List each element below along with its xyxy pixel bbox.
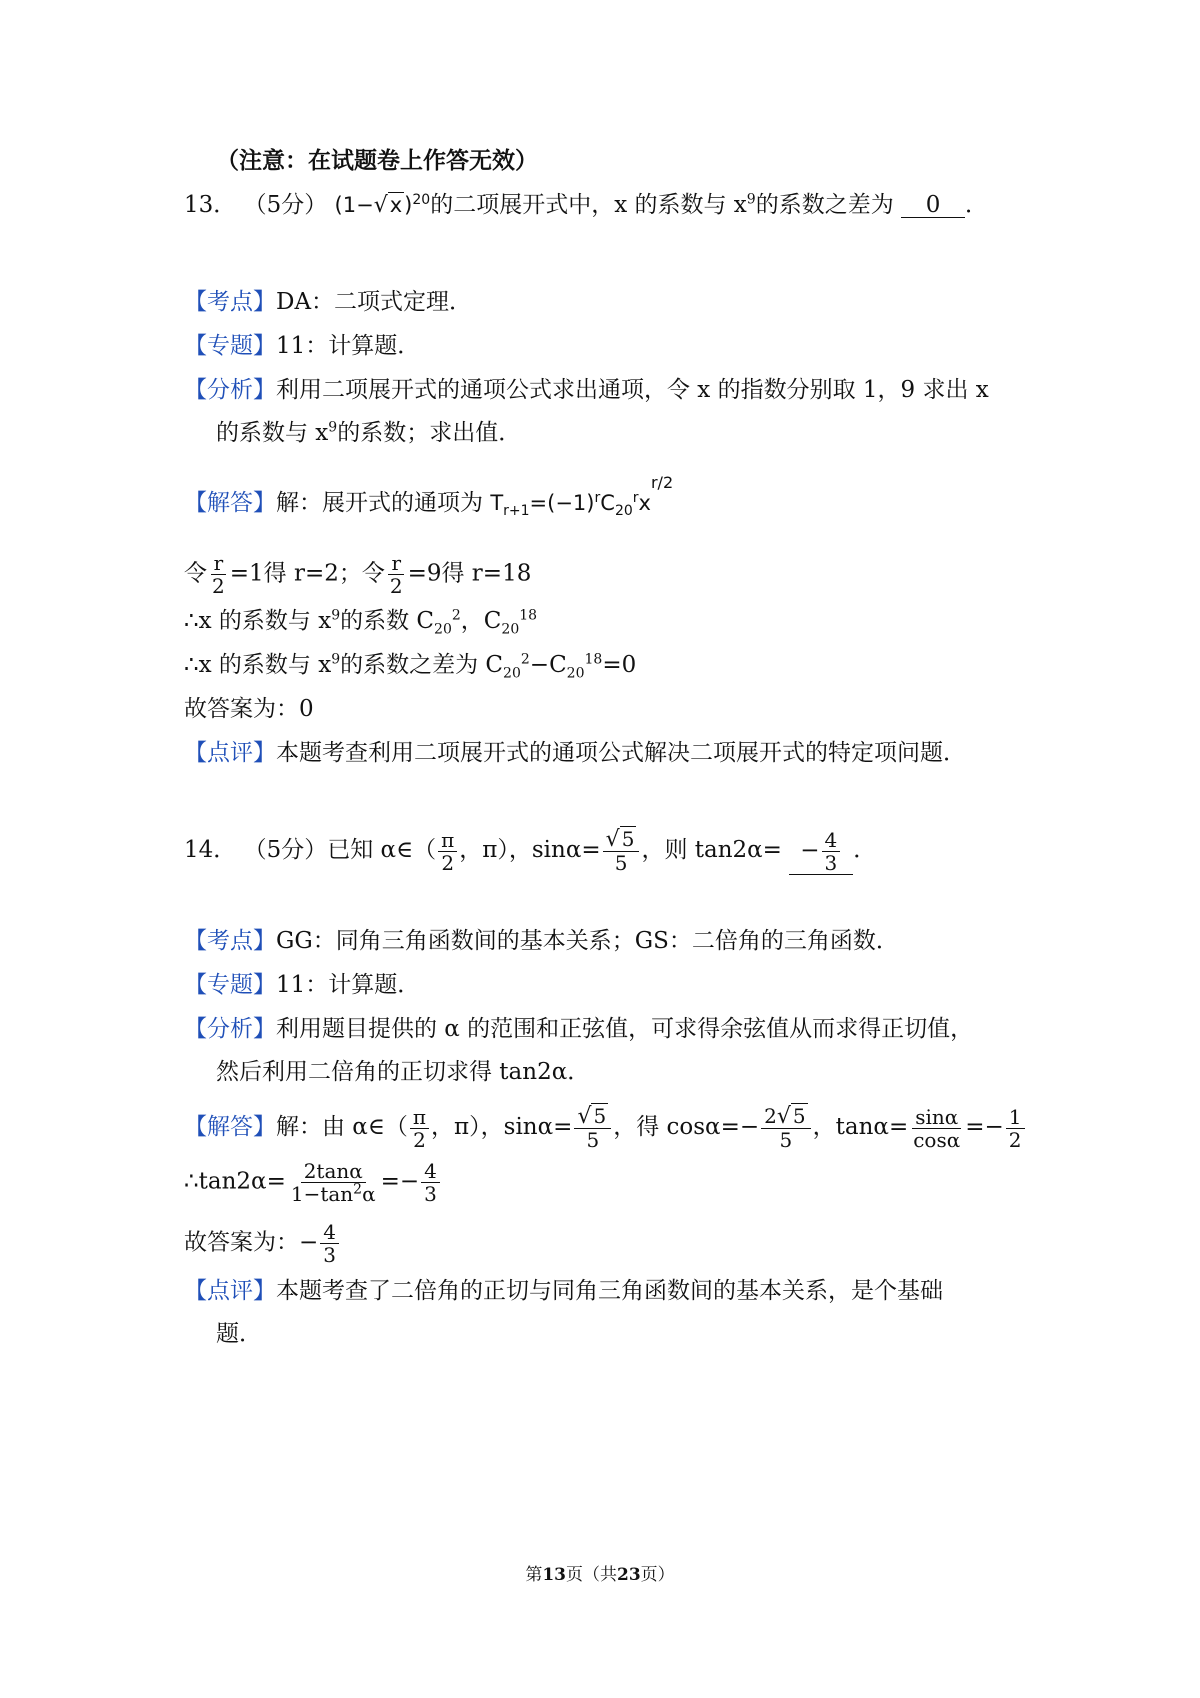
q14-dianping-cont: 题． bbox=[216, 1321, 262, 1347]
q13-fenxi-cont: 的系数与 $x^9$的系数；求出值． bbox=[216, 419, 522, 446]
q13-jieda: 【解答】解：展开式的通项为 $T_{r+1}=(-1)^rC_{20}^rx^{r/2}$ bbox=[184, 473, 674, 520]
q13-fenxi: 【分析】利用二项展开式的通项公式求出通项，令 x 的指数分别取 1，9 求出 x bbox=[184, 377, 989, 403]
q13-stem: 13． （5分） $(1-√x)^{20}$的二项展开式中，x 的系数与 $x^9$的系数之差为 0 ． bbox=[184, 191, 989, 218]
total-pages: 23 bbox=[617, 1565, 641, 1585]
q14-jieda: 【解答】解：由 α∈（ $\frac{\pi}{2}$ ，π），sinα= $\frac{√ 5}{5}$ ，得 cosα=− $\frac{2√ 5}{5}$ ，tanα= $\frac{\sin\alpha}{\cos\alpha}$ =− $\frac{1}{2}$ bbox=[184, 1105, 1027, 1151]
q13-step2: ∴x 的系数与 $x^9$的系数 $C_{20}^2$，$C_{20}^{18}$ bbox=[184, 607, 538, 638]
q13-zhuanti: 【专题】11：计算题． bbox=[184, 333, 421, 359]
notice: （注意：在试题卷上作答无效） bbox=[216, 147, 538, 174]
q13-general-term: $T_{r+1}=(-1)^rC_{20}^rx^{r/2}$ bbox=[490, 473, 674, 520]
page-footer: 第13页（共23页） bbox=[525, 1565, 675, 1585]
q13-number: 13． bbox=[184, 192, 237, 218]
q13-kaodian: 【考点】DA：二项式定理． bbox=[184, 289, 473, 315]
q13-expression: $(1-√x)^{20}$ bbox=[334, 192, 431, 218]
q14-stem: 14． （5分）已知 α∈（ $\frac{\pi}{2}$ ，π），sinα= $\frac{√ 5}{5}$ ，则 tan2α= − $\frac{4}{3}$ ． bbox=[184, 827, 877, 875]
q13-step1: 令 $\frac{r}{2}$ =1得 r=2；令 $\frac{r}{2}$ =9得 r=18 bbox=[184, 551, 532, 598]
q14-tan2: ∴tan2α= $\frac{2\tan\alpha}{1-\tan^2\alpha}$ =− $\frac{4}{3}$ bbox=[184, 1160, 442, 1205]
q14-kaodian: 【考点】GG：同角三角函数间的基本关系；GS：二倍角的三角函数． bbox=[184, 928, 899, 954]
page-number: 13 bbox=[542, 1565, 566, 1585]
q14-fenxi: 【分析】利用题目提供的 α 的范围和正弦值，可求得余弦值从而求得正切值， bbox=[184, 1016, 974, 1042]
q14-answer-line: 故答案为：− $\frac{4}{3}$ bbox=[184, 1221, 341, 1266]
q14-zhuanti: 【专题】11：计算题． bbox=[184, 972, 421, 998]
q14-number: 14． bbox=[184, 837, 237, 863]
q13-dianping: 【点评】本题考查利用二项展开式的通项公式解决二项展开式的特定项问题． bbox=[184, 740, 966, 766]
q14-fenxi-cont: 然后利用二倍角的正切求得 tan2α． bbox=[216, 1059, 591, 1085]
q14-dianping: 【点评】本题考查了二倍角的正切与同角三角函数间的基本关系，是个基础 bbox=[184, 1278, 943, 1304]
q13-step3: ∴x 的系数与 $x^9$的系数之差为 $C_{20}^2-C_{20}^{18}=0$ bbox=[184, 651, 637, 682]
q13-answer: 0 bbox=[901, 193, 965, 218]
q13-answer-line: 故答案为：0 bbox=[184, 696, 314, 722]
q14-answer: − $\frac{4}{3}$ bbox=[789, 829, 853, 875]
q13-score: （5分） bbox=[243, 192, 328, 218]
